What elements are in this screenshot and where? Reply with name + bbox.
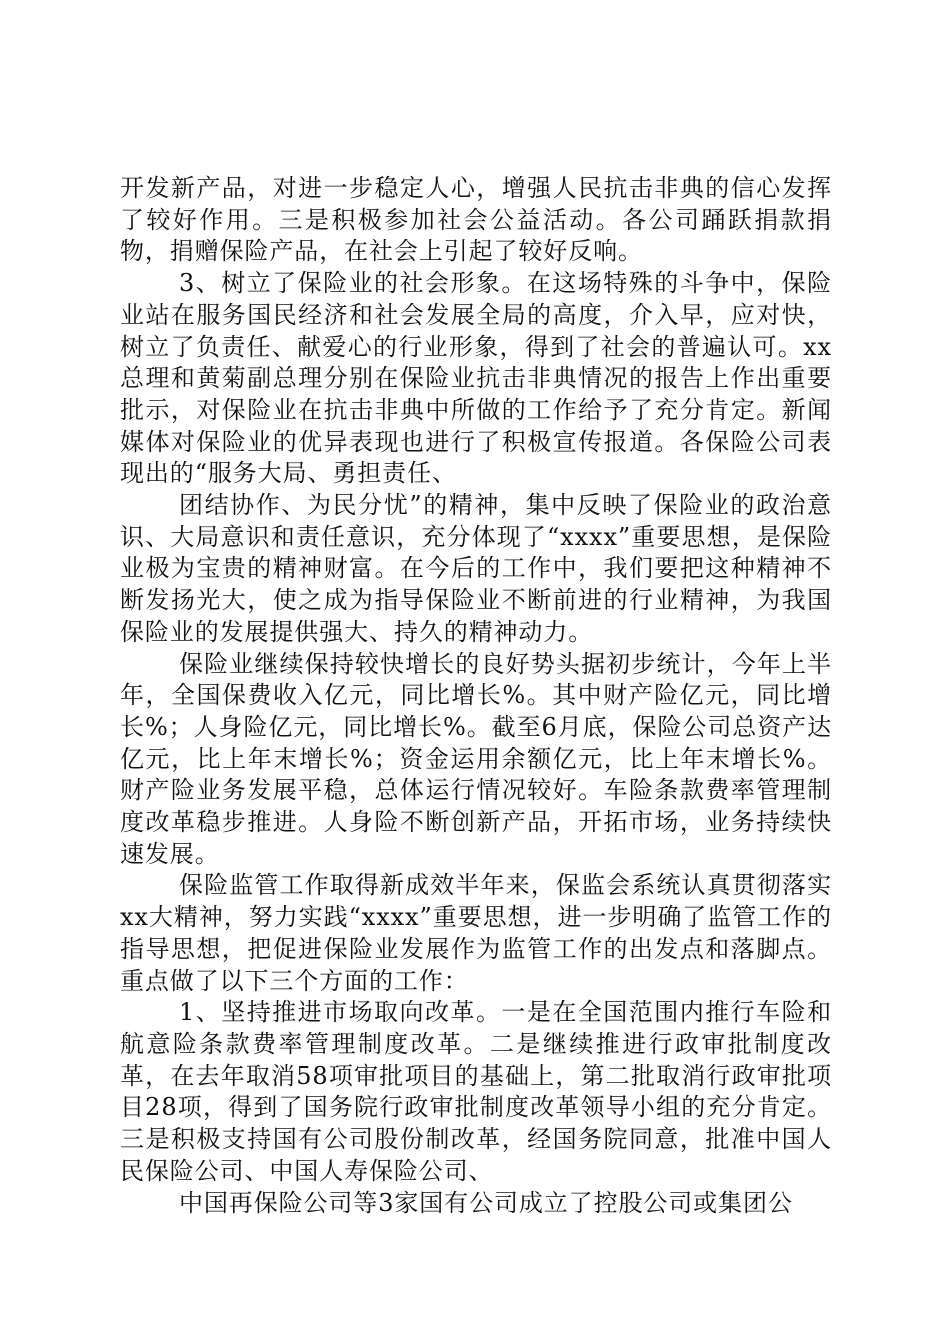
paragraph-4: 保险业继续保持较快增长的良好势头据初步统计，今年上半年，全国保费收入亿元，同比增长%。其中财产险亿元，同比增长%；人身险亿元，同比增长%。截至6月底，保险公司总资产达亿元，比上年末增长%；资金运用余额亿元，比上年末增长%。财产险业务发展平稳，总体运行情况较好。车险条款费率管理制度改革稳步推进。人身险不断创新产品，开拓市场，业务持续快速发展。 <box>120 649 832 868</box>
paragraph-1: 开发新产品，对进一步稳定人心，增强人民抗击非典的信心发挥了较好作用。三是积极参加社会公益活动。各公司踊跃捐款捐物，捐赠保险产品，在社会上引起了较好反响。 <box>120 174 832 266</box>
paragraph-5: 保险监管工作取得新成效半年来，保监会系统认真贯彻落实xx大精神，努力实践“xxxx”重要思想，进一步明确了监管工作的指导思想，把促进保险业发展作为监管工作的出发点和落脚点。重点做了以下三个方面的工作： <box>120 871 832 995</box>
paragraph-6: 1、坚持推进市场取向改革。一是在全国范围内推行车险和航意险条款费率管理制度改革。二是继续推进行政审批制度改革，在去年取消58项审批项目的基础上，第二批取消行政审批项目28项，得到了国务院行政审批制度改革领导小组的充分肯定。三是积极支持国有公司股份制改革，经国务院同意，批准中国人民保险公司、中国人寿保险公司、 <box>120 998 832 1185</box>
paragraph-2: 3、树立了保险业的社会形象。在这场特殊的斗争中，保险业站在服务国民经济和社会发展全局的高度，介入早，应对快，树立了负责任、献爱心的行业形象，得到了社会的普遍认可。xx总理和黄菊副总理分别在保险业抗击非典情况的报告上作出重要批示，对保险业在抗击非典中所做的工作给予了充分肯定。新闻媒体对保险业的优异表现也进行了积极宣传报道。各保险公司表现出的“服务大局、勇担责任、 <box>120 269 832 488</box>
paragraph-7: 中国再保险公司等3家国有公司成立了控股公司或集团公 <box>179 1188 793 1217</box>
paragraph-3: 团结协作、为民分忧”的精神，集中反映了保险业的政治意识、大局意识和责任意识，充分体现了“xxxx”重要思想，是保险业极为宝贵的精神财富。在今后的工作中，我们要把这种精神不断发扬光大，使之成为指导保险业不断前进的行业精神，为我国保险业的发展提供强大、持久的精神动力。 <box>120 491 832 646</box>
document-body <box>120 173 832 1219</box>
